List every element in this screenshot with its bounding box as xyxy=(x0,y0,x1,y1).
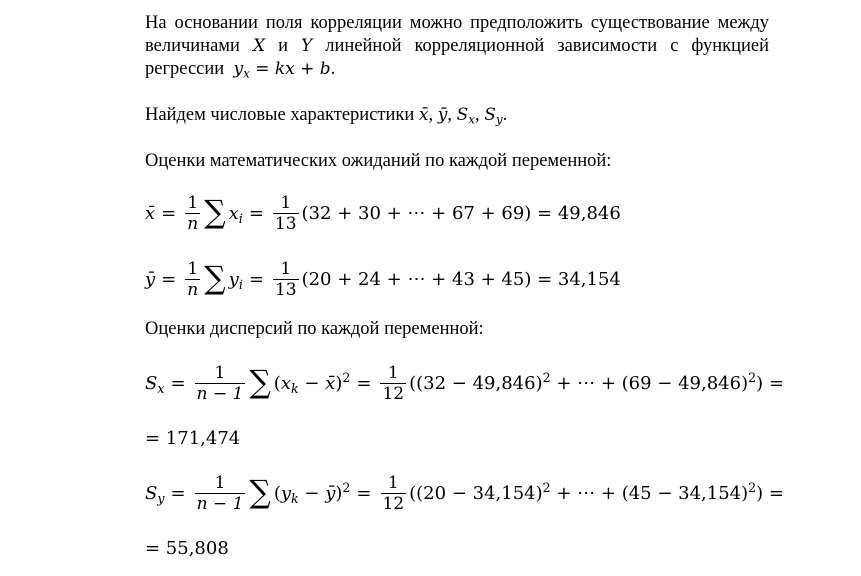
formula-part: S xyxy=(456,105,469,125)
formula-part: ) = xyxy=(756,372,784,394)
formula-part: ) = xyxy=(756,482,784,504)
fraction-1-over-n xyxy=(185,193,200,234)
text-fragment: и xyxy=(278,36,288,56)
regression-formula xyxy=(233,59,330,79)
variable-y: Y xyxy=(301,36,313,56)
fraction-numerator: 1 xyxy=(214,472,226,493)
formula-superscript: 2 xyxy=(542,369,551,385)
characteristics-paragraph xyxy=(145,104,769,127)
formula-subscript: i xyxy=(238,210,243,226)
fraction-numerator: 1 xyxy=(187,192,199,213)
fraction-1-over-13 xyxy=(273,259,299,300)
formula-subscript: x xyxy=(243,66,250,81)
sum-term xyxy=(229,203,243,224)
formula-part: ((20 − 34,154) xyxy=(409,482,543,504)
fraction-1-over-n xyxy=(185,259,200,300)
fraction-denominator: n xyxy=(187,213,199,234)
fraction-denominator: n − 1 xyxy=(196,383,244,404)
equals-sign: = xyxy=(356,372,372,394)
formula-superscript: 2 xyxy=(748,479,757,495)
formula-subscript: i xyxy=(238,276,243,292)
text-fragment: линейной корреляционной зависимости с функцией xyxy=(325,36,770,56)
formula-part: + ⋯ + (45 − 34,154) xyxy=(550,482,749,504)
mean-y-equation xyxy=(145,255,621,303)
equals-sign: = xyxy=(248,202,264,224)
fraction-denominator: 13 xyxy=(274,213,297,234)
formula-part: = kx + b xyxy=(255,59,331,79)
equals-sign: = xyxy=(356,482,372,504)
formula-expression xyxy=(409,479,784,504)
formula-part: y xyxy=(280,482,292,504)
punctuation: , xyxy=(447,105,452,125)
formula-lhs xyxy=(145,373,164,394)
formula-subscript: x xyxy=(468,112,475,127)
formula-part: ) xyxy=(335,372,343,394)
formula-part: x xyxy=(228,202,239,224)
formula-part: S xyxy=(484,105,496,125)
fraction-1-over-12 xyxy=(381,473,407,514)
formula-part: ( xyxy=(273,482,281,504)
formula-subscript: y xyxy=(157,490,165,506)
sum-symbol: ∑ xyxy=(249,474,271,511)
formula-part: x xyxy=(280,372,291,394)
punctuation: , xyxy=(428,105,434,125)
text-fragment: регрессии xyxy=(145,59,225,79)
fraction-1-over-n-minus-1 xyxy=(195,363,246,404)
formula-subscript: y xyxy=(495,112,503,127)
formula-part: x̄ xyxy=(325,372,336,394)
fraction-numerator: 1 xyxy=(280,192,292,213)
formula-expression: (32 + 30 + ⋯ + 67 + 69) = 49,846 xyxy=(301,202,621,224)
sy-symbol xyxy=(484,105,502,125)
formula-subscript: k xyxy=(291,490,299,506)
intro-paragraph xyxy=(145,12,769,81)
formula-lhs: ȳ xyxy=(145,268,156,290)
intro-line-3 xyxy=(145,58,769,81)
punctuation: . xyxy=(330,59,336,79)
formula-part: ((32 − 49,846) xyxy=(409,372,543,394)
formula-part: ȳ xyxy=(325,482,336,504)
variances-heading: Оценки дисперсий по каждой переменной: xyxy=(145,319,484,339)
variance-y-result: = 55,808 xyxy=(145,537,229,559)
sum-symbol: ∑ xyxy=(204,194,226,231)
formula-superscript: 2 xyxy=(342,369,351,385)
formula-superscript: 2 xyxy=(748,369,757,385)
formula-part: S xyxy=(145,372,158,394)
sum-term xyxy=(273,369,351,396)
intro-line-1: На основании поля корреляции можно предположить существование между xyxy=(145,13,769,33)
equals-sign: = xyxy=(161,202,177,224)
sum-term xyxy=(273,479,351,506)
mean-x-equation xyxy=(145,189,621,237)
formula-part: − xyxy=(298,372,326,394)
sum-symbol: ∑ xyxy=(249,364,271,401)
fraction-numerator: 1 xyxy=(187,258,199,279)
fraction-1-over-n-minus-1 xyxy=(195,473,246,514)
variable-x: X xyxy=(252,36,266,56)
fraction-numerator: 1 xyxy=(280,258,292,279)
fraction-1-over-12 xyxy=(380,363,406,404)
formula-lhs: x̄ xyxy=(145,202,156,224)
formula-subscript: k xyxy=(290,380,299,396)
fraction-denominator: n xyxy=(187,279,199,300)
formula-expression xyxy=(409,369,784,394)
variance-x-equation xyxy=(145,358,784,408)
fraction-numerator: 1 xyxy=(214,362,226,383)
formula-lhs xyxy=(145,483,164,504)
formula-superscript: 2 xyxy=(542,479,551,495)
fraction-denominator: 12 xyxy=(382,383,405,404)
mean-y-symbol: ȳ xyxy=(437,105,448,125)
sum-symbol: ∑ xyxy=(204,260,226,297)
fraction-denominator: n − 1 xyxy=(196,493,244,514)
equals-sign: = xyxy=(170,372,186,394)
punctuation: , xyxy=(474,105,480,125)
text-fragment: Найдем числовые характеристики xyxy=(145,105,415,125)
fraction-numerator: 1 xyxy=(387,472,399,493)
formula-part: + ⋯ + (69 − 49,846) xyxy=(550,372,749,394)
formula-part: S xyxy=(145,482,158,504)
formula-expression: (20 + 24 + ⋯ + 43 + 45) = 34,154 xyxy=(301,268,621,290)
fraction-denominator: 12 xyxy=(382,493,405,514)
mean-x-symbol: x̄ xyxy=(418,105,429,125)
equals-sign: = xyxy=(248,268,264,290)
variance-y-equation xyxy=(145,468,784,518)
formula-part: ( xyxy=(273,372,281,394)
formula-superscript: 2 xyxy=(342,479,351,495)
formula-part: y xyxy=(228,268,239,290)
variance-x-result: = 171,474 xyxy=(145,427,241,449)
means-heading: Оценки математических ожиданий по каждой переменной: xyxy=(145,151,612,171)
text-fragment: величинами xyxy=(145,36,240,56)
sx-symbol xyxy=(457,105,475,125)
formula-part: y xyxy=(233,59,244,79)
punctuation: . xyxy=(502,105,508,125)
formula-part: − xyxy=(298,482,326,504)
intro-line-2 xyxy=(145,35,769,58)
sum-term xyxy=(229,269,243,290)
equals-sign: = xyxy=(170,482,186,504)
fraction-denominator: 13 xyxy=(274,279,297,300)
fraction-numerator: 1 xyxy=(387,362,399,383)
equals-sign: = xyxy=(161,268,177,290)
fraction-1-over-13 xyxy=(273,193,299,234)
formula-subscript: x xyxy=(157,380,165,396)
formula-part: ) xyxy=(335,482,343,504)
